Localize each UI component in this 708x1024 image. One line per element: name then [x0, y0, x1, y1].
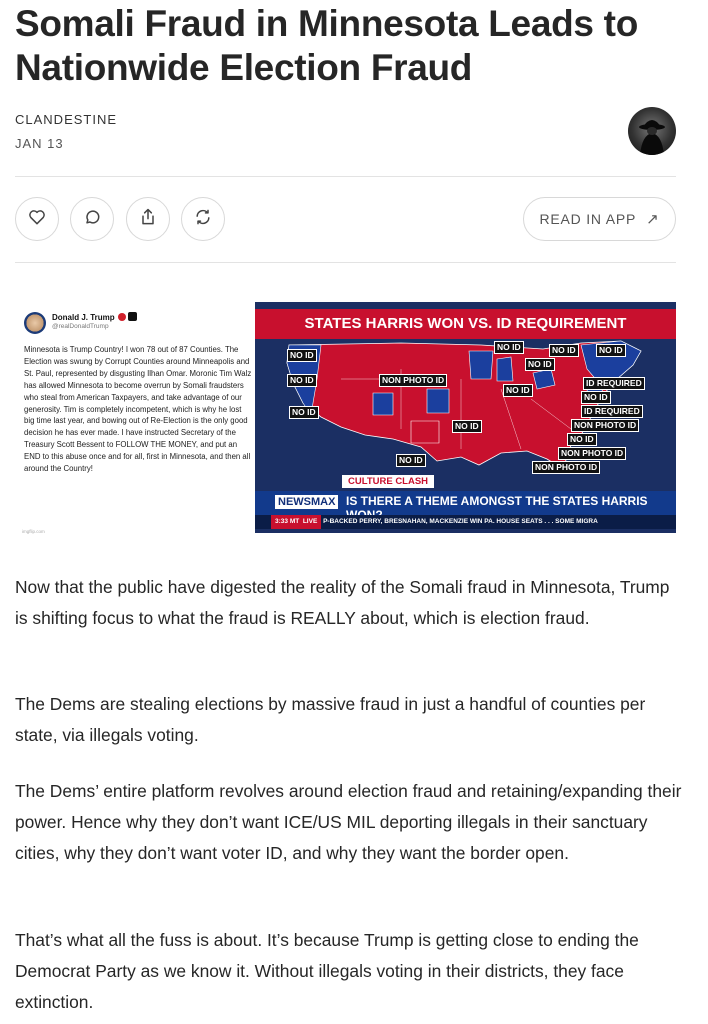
map-label: NO ID	[287, 349, 317, 362]
header-divider	[15, 176, 676, 177]
map-label: NO ID	[581, 391, 611, 404]
tv-ticker-text: P-BACKED PERRY, BRESNAHAN, MACKENZIE WIN PA. HOUSE SEATS . . . SOME MIGRA	[323, 518, 598, 525]
author-avatar[interactable]	[628, 107, 676, 155]
map-label: ID REQUIRED	[583, 377, 645, 390]
body-paragraph: The Dems’ entire platform revolves around election fraud and retaining/expanding their power. Hence why they don’t want ICE/US MIL deporting illegals in their sanctuary cities, why they don’t want voter ID, and why they want the border open.	[15, 781, 682, 863]
like-button[interactable]	[15, 197, 59, 241]
newsmax-image	[255, 302, 676, 533]
newsmax-logo: NEWSMAX	[275, 495, 338, 509]
map-label: NON PHOTO ID	[532, 461, 600, 474]
heart-icon	[27, 207, 47, 232]
actions-divider	[15, 262, 676, 263]
author-name[interactable]: CLANDESTINE	[15, 112, 118, 127]
comment-button[interactable]	[70, 197, 114, 241]
add-icon	[128, 312, 137, 321]
tv-ticker	[255, 515, 676, 529]
tweet-watermark: imgflip.com	[22, 529, 45, 534]
map-label: NON PHOTO ID	[558, 447, 626, 460]
tv-live: LIVE	[302, 518, 318, 525]
map-label: NO ID	[567, 433, 597, 446]
share-button[interactable]	[126, 197, 170, 241]
tweet-text: Minnesota is Trump Country! I won 78 out of 87 Counties. The Election was swung by Corrupt Counties around Minneapolis and St. Paul, represented by disgusting Ilhan Omar. Moronic Tim Walz has allowed Minnesota to become overrun by Somali fraudsters who steal from American Taxpayers, and take advantage of our generosity. Tim is completely incompetent, which is why he lost big time last year, and bowing out of Re-Election is the only good decision he has ever made. I have instructed Secretary of the Treasury Scott Bessent to FOLLOW THE MONEY, and put an END to this abuse once and for all, first in Minnesota, and then all around the Country!	[24, 345, 252, 474]
culture-clash-tag: CULTURE CLASH	[342, 475, 434, 488]
map-label: NO ID	[289, 406, 319, 419]
tv-lower-third	[255, 491, 676, 515]
read-in-app-button[interactable]	[523, 197, 676, 241]
map-label: NO ID	[287, 374, 317, 387]
body-paragraph: The Dems are stealing elections by massive fraud in just a handful of counties per state, via illegals voting.	[15, 694, 646, 745]
comment-icon	[82, 207, 102, 232]
map-label: NO ID	[525, 358, 555, 371]
tv-title: STATES HARRIS WON VS. ID REQUIREMENT	[255, 309, 676, 339]
map-label: NO ID	[549, 344, 579, 357]
external-arrow-icon: ↗	[646, 211, 660, 228]
tweet-image	[16, 302, 252, 534]
map-label: ID REQUIRED	[581, 405, 643, 418]
verified-badge-icon	[118, 313, 126, 321]
body-paragraph: That’s what all the fuss is about. It’s because Trump is getting close to ending the Democrat Party as we know it. Without illegals voting in their districts, they face extinction.	[15, 930, 639, 1012]
map-label: NO ID	[396, 454, 426, 467]
map-label: NO ID	[494, 341, 524, 354]
map-label: NON PHOTO ID	[571, 419, 639, 432]
share-icon	[138, 207, 158, 232]
restack-icon	[193, 207, 213, 232]
tweet-avatar	[24, 312, 46, 334]
restack-button[interactable]	[181, 197, 225, 241]
tweet-handle: @realDonaldTrump	[52, 323, 109, 330]
body-paragraph: Now that the public have digested the reality of the Somali fraud in Minnesota, Trump is shifting focus to what the fraud is REALLY about, which is election fraud.	[15, 577, 670, 628]
map-label: NO ID	[596, 344, 626, 357]
tv-headline: IS THERE A THEME AMONGST THE STATES HARRIS	[346, 494, 648, 508]
post-title: Somali Fraud in Minnesota Leads to Nationwide Election Fraud	[15, 3, 638, 88]
tv-time: 3:33 MT	[275, 518, 300, 525]
post-date: JAN 13	[15, 136, 64, 151]
map-label: NON PHOTO ID	[379, 374, 447, 387]
read-in-app-label: READ IN APP	[539, 211, 637, 227]
tweet-author-name: Donald J. Trump	[52, 313, 115, 322]
map-label: NO ID	[452, 420, 482, 433]
map-label: NO ID	[503, 384, 533, 397]
